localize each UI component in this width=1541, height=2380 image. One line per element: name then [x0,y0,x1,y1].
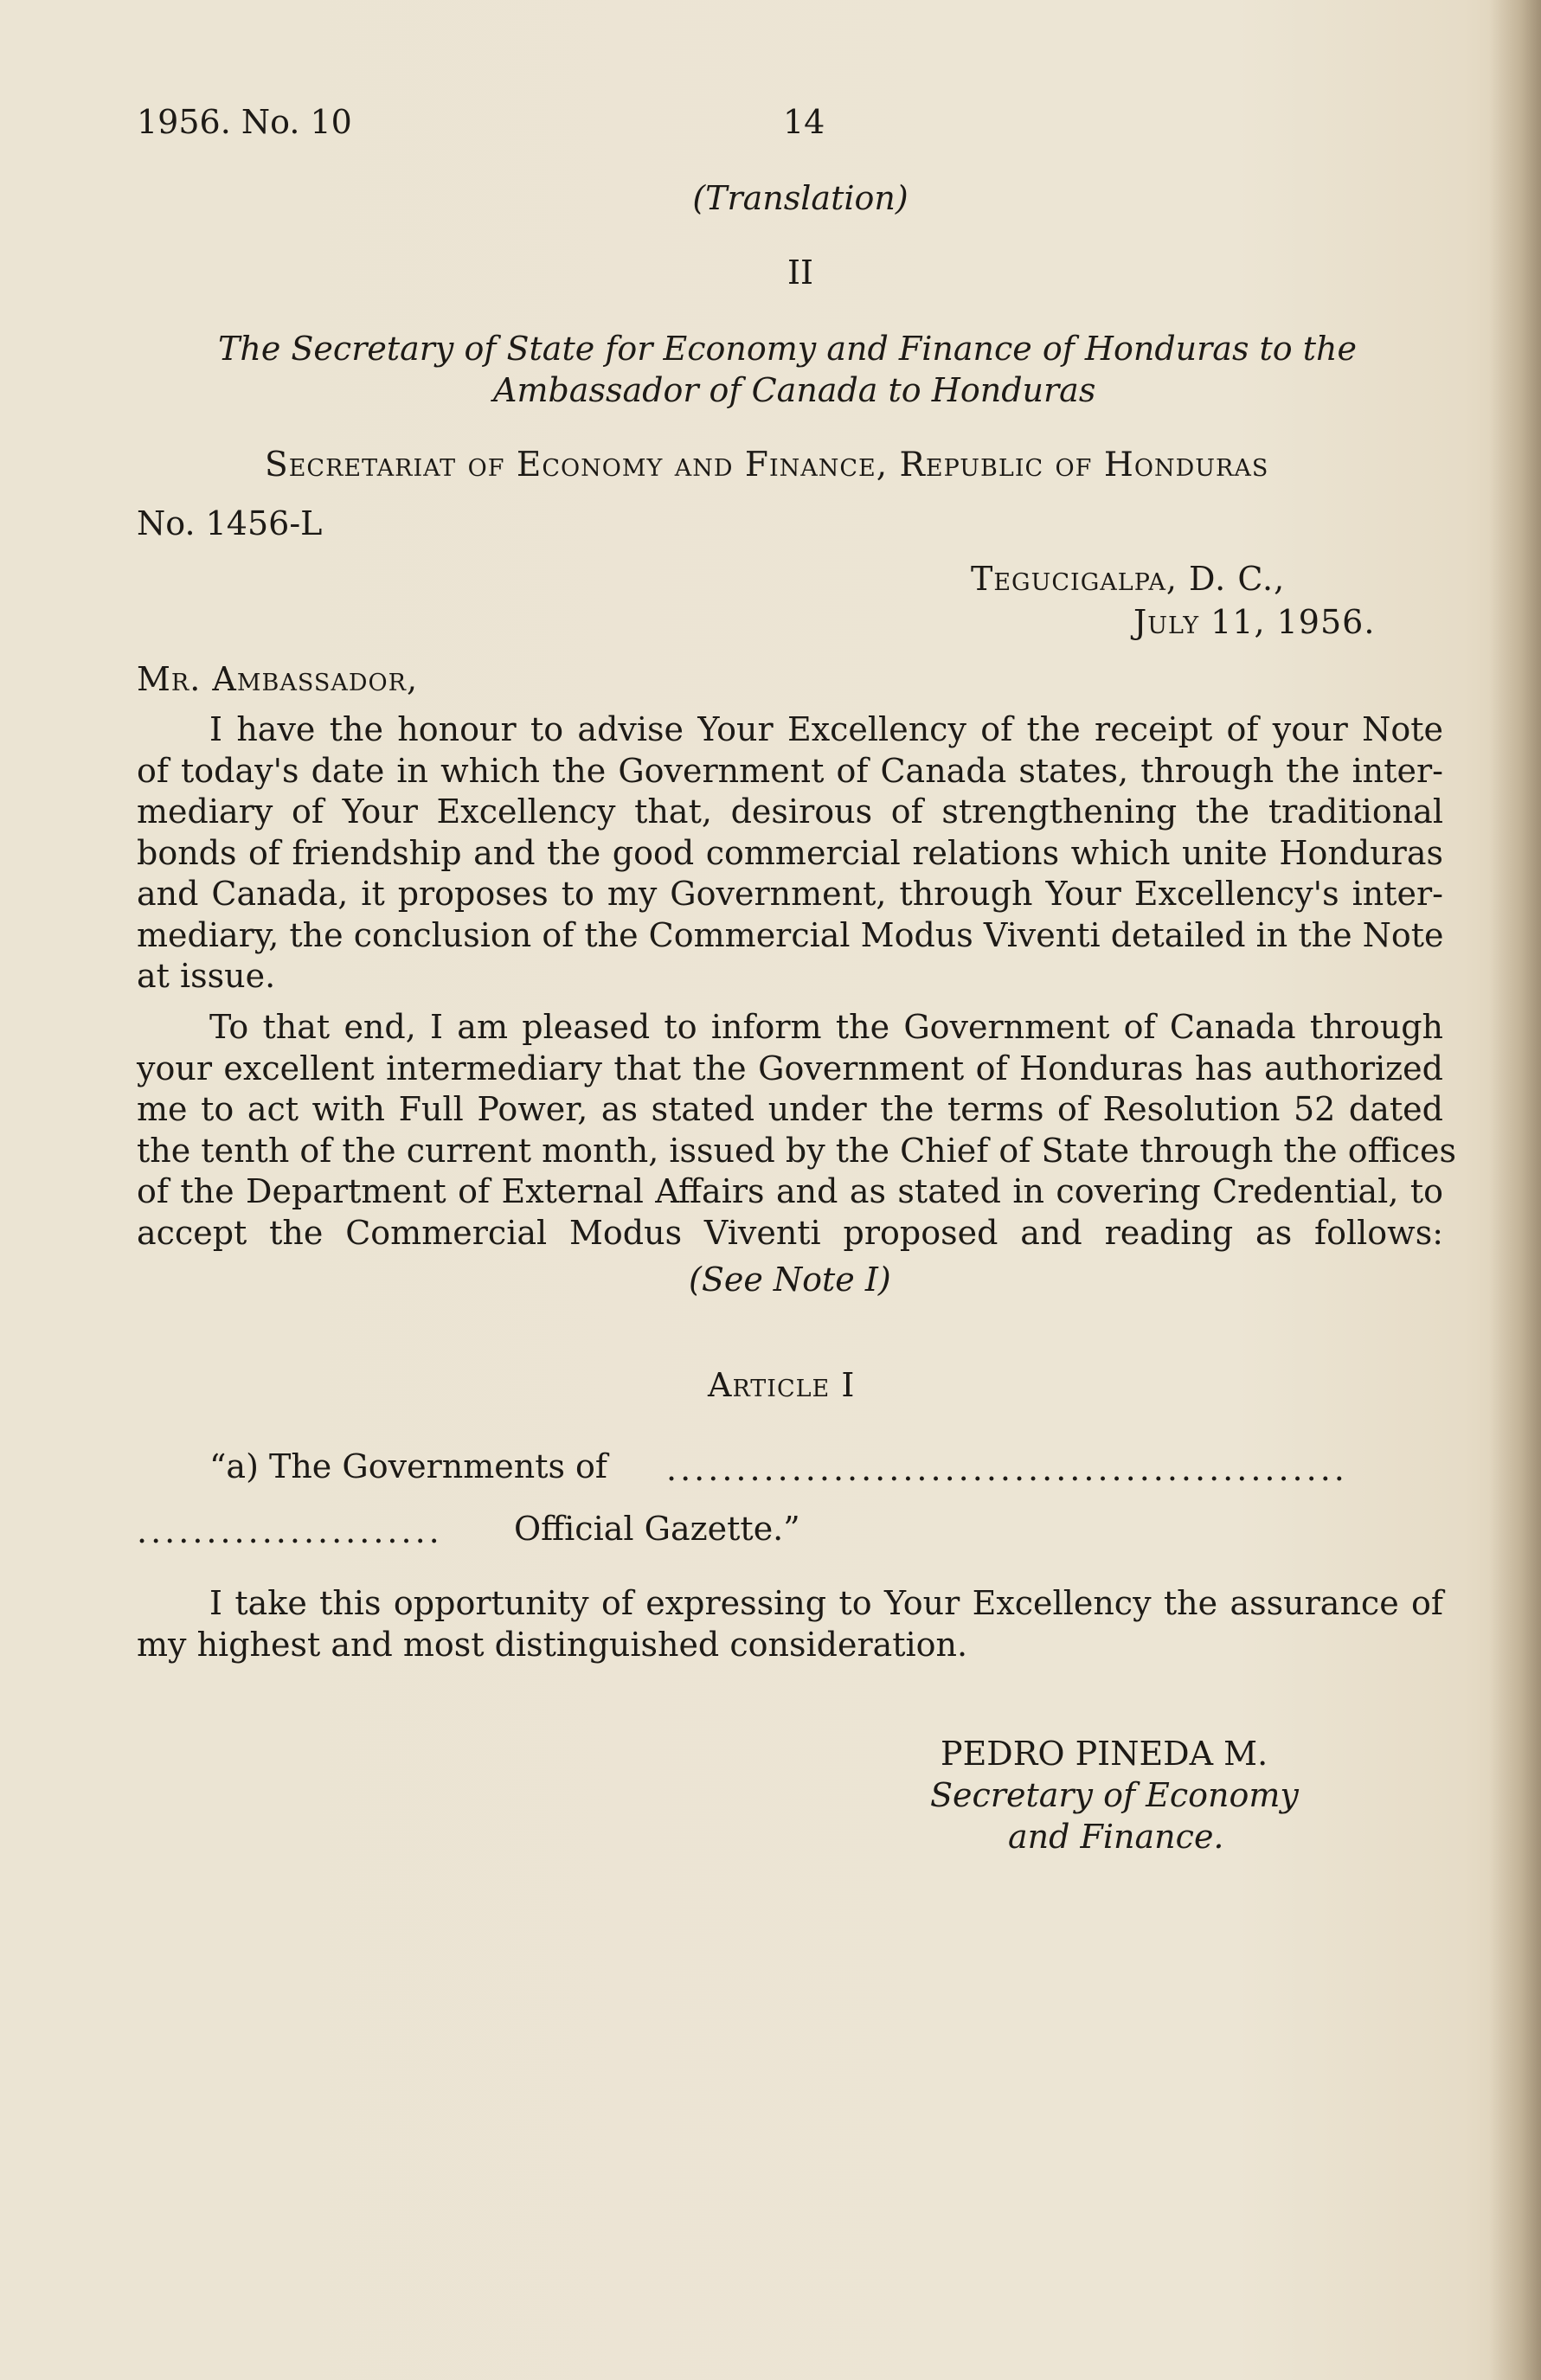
book-spine-shadow [1489,0,1541,2380]
paragraph-line: To that end, I am pleased to inform the Government of Canada through [209,1008,1443,1046]
paragraph-2 [137,1007,1456,1254]
paragraph-line: and Canada, it proposes to my Government, through Your Excellency's inter- [137,875,1443,913]
paragraph-line: the tenth of the current month, issued by the Chief of State through the offices [137,1131,1456,1170]
paragraph-line: me to act with Full Power, as stated under the terms of Resolution 52 dated [137,1090,1443,1128]
paragraph-line: bonds of friendship and the good commercial relations which unite Honduras [137,833,1443,872]
signatory-name: PEDRO PINEDA M. [941,1735,1268,1773]
closing-paragraph [137,1583,1443,1665]
date-line: July 11, 1956. [1133,603,1376,641]
heading-line-1: The Secretary of State for Economy and Finance of Honduras to the [218,330,1357,368]
paragraph-1 [137,709,1443,998]
translation-label: (Translation) [692,179,909,217]
signatory-title-line-2: and Finance. [1008,1818,1224,1856]
dot-leader: ...................... [137,1512,443,1550]
see-note-reference: (See Note I) [689,1261,891,1299]
page-number: 14 [783,103,825,141]
article-heading: Article I [708,1366,856,1404]
header-left: 1956. No. 10 [137,103,352,141]
salutation: Mr. Ambassador, [137,660,419,698]
paragraph-line: accept the Commercial Modus Viventi proposed and reading as follows: [137,1213,1443,1252]
heading-line-2: Ambassador of Canada to Honduras [493,371,1096,409]
paragraph-line: your excellent intermediary that the Government of Honduras has authorized [137,1049,1443,1087]
paragraph-line: mediary, the conclusion of the Commercial Modus Viventi detailed in the Note [137,915,1444,954]
paragraph-line: my highest and most distinguished consideration. [137,1625,968,1664]
quote-line-1: “a) The Governments of [209,1447,607,1485]
quote-line-2: Official Gazette.” [514,1510,800,1548]
paragraph-line: of the Department of External Affairs and as stated in covering Credential, to [137,1172,1443,1210]
secretariat-line: Secretariat of Economy and Finance, Republic of Honduras [265,446,1269,484]
place-line: Tegucigalpa, D. C., [971,560,1286,598]
dot-leader: ................................................. [666,1450,1348,1488]
paragraph-line: I have the honour to advise Your Excellency of the receipt of your Note [209,710,1443,748]
paragraph-line: at issue. [137,957,276,995]
paragraph-line: I take this opportunity of expressing to Your Excellency the assurance of [209,1584,1443,1622]
reference-number: No. 1456-L [137,504,323,542]
paragraph-line: of today's date in which the Government of Canada states, through the inter- [137,751,1443,790]
section-numeral: II [787,253,814,292]
signatory-title-line-1: Secretary of Economy [930,1776,1299,1814]
paragraph-line: mediary of Your Excellency that, desirous of strengthening the traditional [137,792,1443,831]
